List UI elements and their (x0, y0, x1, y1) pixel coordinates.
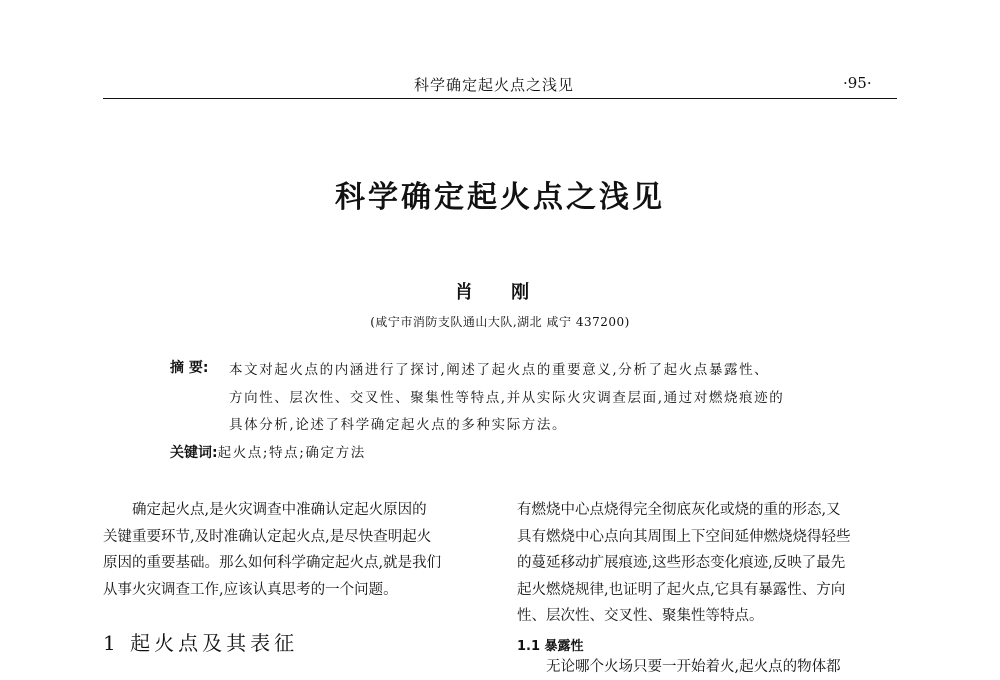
abstract-line: 本文对起火点的内涵进行了探讨,阐述了起火点的重要意义,分析了起火点暴露性、 (229, 362, 770, 378)
running-header (0, 68, 1000, 96)
right-column-line: 无论哪个火场只要一开始着火,起火点的物体都 (546, 659, 841, 675)
subsection-heading: 1.1 暴露性 (517, 639, 584, 654)
author-affiliation: (咸宁市消防支队通山大队,湖北 咸宁 437200) (370, 315, 630, 329)
paper-title: 科学确定起火点之浅见 (335, 180, 665, 215)
right-column-line: 的蔓延移动扩展痕迹,这些形态变化痕迹,反映了最先 (517, 555, 846, 571)
right-column-line: 有燃烧中心点烧得完全彻底灰化或烧的重的形态,又 (517, 502, 841, 518)
keywords-text: 起火点;特点;确定方法 (217, 445, 366, 461)
section-heading: 1 起火点及其表征 (103, 631, 299, 655)
abstract-label: 摘 要: (170, 360, 209, 376)
right-column-line: 性、层次性、交叉性、聚集性等特点。 (517, 608, 764, 624)
header-rule (103, 98, 897, 99)
page-number: ·95· (843, 74, 872, 92)
abstract-line: 具体分析,论述了科学确定起火点的多种实际方法。 (229, 417, 568, 433)
keywords-label (170, 441, 366, 462)
right-column-line: 具有燃烧中心点向其周围上下空间延伸燃烧烧得轻些 (517, 529, 851, 545)
abstract-line: 方向性、层次性、交叉性、聚集性等特点,并从实际火灾调查层面,通过对燃烧痕迹的 (229, 390, 785, 406)
running-header-title: 科学确定起火点之浅见 (414, 76, 575, 94)
keywords-label-text: 关键词: (170, 445, 218, 461)
left-column-line: 从事火灾调查工作,应该认真思考的一个问题。 (103, 582, 398, 598)
right-column-line: 起火燃烧规律,也证明了起火点,它具有暴露性、方向 (517, 582, 846, 598)
left-column-line: 关键重要环节,及时准确认定起火点,是尽快查明起火 (103, 529, 432, 545)
author-name: 肖 刚 (454, 282, 546, 303)
left-column-line: 原因的重要基础。那么如何科学确定起火点,就是我们 (103, 555, 442, 571)
left-column-line: 确定起火点,是火灾调查中准确认定起火原因的 (132, 502, 427, 518)
